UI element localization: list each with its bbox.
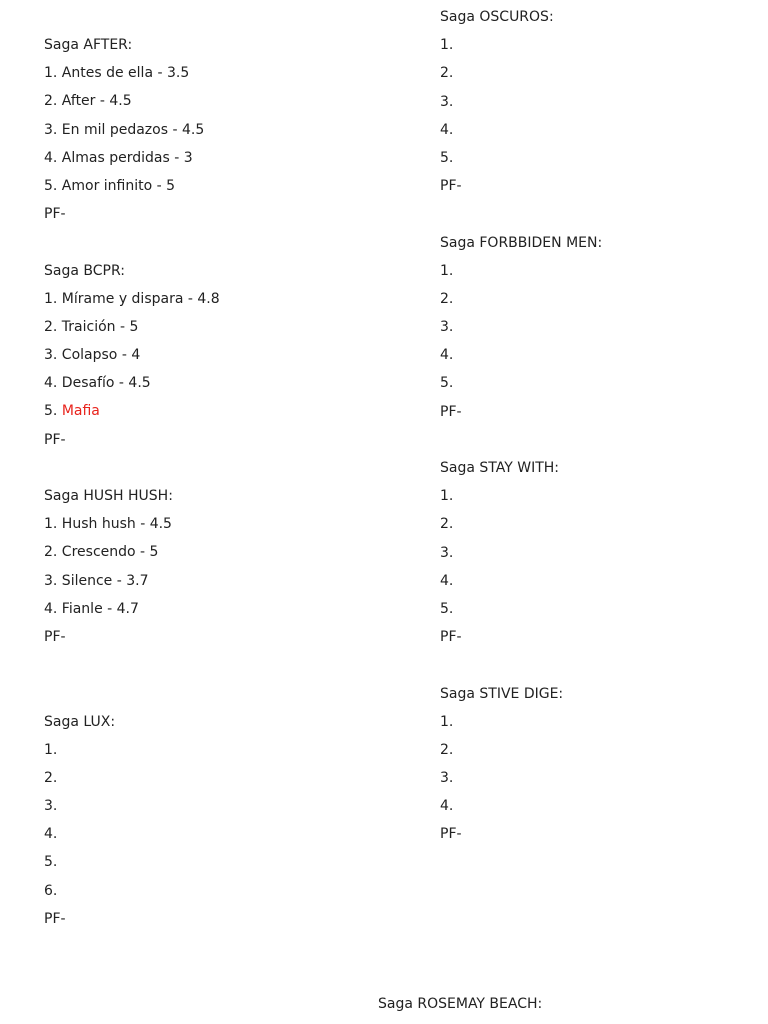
list-item: 1. Antes de ella - 3.5: [44, 65, 190, 82]
saga-title: Saga BCPR:: [44, 262, 125, 279]
list-item: 1.: [440, 488, 454, 505]
list-item: 2.: [440, 741, 454, 758]
list-item: 1.: [440, 37, 454, 54]
saga-title: Saga OSCUROS:: [440, 9, 554, 25]
right-column: [440, 6, 760, 852]
saga-title: Saga FORBBIDEN MEN:: [440, 234, 603, 251]
list-item: 3.: [440, 319, 454, 336]
spacer: [44, 682, 364, 710]
list-item: 3. Colapso - 4: [44, 347, 141, 364]
left-column: [44, 34, 364, 936]
list-item: 2.: [44, 769, 58, 786]
list-item: 4.: [44, 826, 58, 843]
list-item: 4.: [440, 798, 454, 815]
saga-title: Saga LUX:: [44, 713, 116, 730]
spacer: [440, 203, 760, 231]
saga-after-block: [44, 34, 364, 231]
list-item: 3. En mil pedazos - 4.5: [44, 121, 205, 138]
list-item: 4.: [440, 572, 454, 589]
saga-lux-block: [44, 711, 364, 937]
saga-title: Saga STIVE DIGE:: [440, 685, 564, 702]
list-item: 5.: [44, 854, 58, 871]
list-item: 5.: [440, 149, 454, 166]
list-item: 3.: [440, 770, 454, 787]
list-item: 1. Hush hush - 4.5: [44, 516, 172, 533]
list-item: 4. Desafío - 4.5: [44, 375, 151, 392]
pf-line: PF-: [440, 826, 462, 843]
list-item: 4. Fianle - 4.7: [44, 600, 139, 617]
spacer: [44, 457, 364, 485]
spacer: [44, 654, 364, 682]
list-item: 1.: [440, 262, 454, 279]
saga-oscuros-block: [440, 6, 760, 203]
pf-line: PF-: [440, 178, 462, 195]
list-item: 5. Amor infinito - 5: [44, 177, 176, 194]
list-item: 3.: [440, 93, 454, 110]
list-item: 1.: [440, 713, 454, 730]
pf-line: PF-: [440, 629, 462, 646]
spacer: [440, 654, 760, 682]
pf-line: PF-: [44, 431, 66, 448]
list-item: 2. After - 4.5: [44, 93, 132, 110]
spacer: [440, 429, 760, 457]
list-item: 2. Traición - 5: [44, 318, 139, 335]
saga-title: Saga HUSH HUSH:: [44, 488, 173, 504]
saga-bcpr-block: [44, 260, 364, 457]
list-item: 5.: [440, 375, 454, 392]
list-item: 4.: [440, 347, 454, 364]
list-item: 3.: [44, 798, 58, 815]
list-item: 3. Silence - 3.7: [44, 572, 149, 589]
list-item: 2. Crescendo - 5: [44, 544, 159, 561]
list-item: 6.: [44, 882, 58, 899]
pf-line: PF-: [440, 403, 462, 420]
list-item: 2.: [440, 65, 454, 82]
pf-line: PF-: [44, 910, 66, 927]
list-item: 1. Mírame y dispara - 4.8: [44, 290, 220, 307]
list-item: 2.: [440, 290, 454, 307]
list-item: 5.: [440, 600, 454, 617]
spacer: [44, 231, 364, 259]
saga-title: Saga STAY WITH:: [440, 460, 559, 476]
list-item-number: 5.: [44, 403, 58, 420]
list-item: 3.: [440, 544, 454, 561]
saga-stay-block: [440, 457, 760, 654]
list-item: 2.: [440, 516, 454, 533]
saga-stive-block: [440, 683, 760, 852]
saga-title: Saga AFTER:: [44, 37, 133, 53]
list-item: 4.: [440, 121, 454, 138]
saga-forbbiden-block: [440, 232, 760, 429]
list-item: 1.: [44, 741, 58, 758]
pf-line: PF-: [44, 206, 66, 223]
pf-line: PF-: [44, 628, 66, 645]
list-item: [44, 400, 364, 428]
saga-rosemay-title: Saga ROSEMAY BEACH:: [378, 996, 543, 1012]
highlighted-title: Mafia: [61, 403, 100, 420]
list-item: 4. Almas perdidas - 3: [44, 149, 193, 166]
saga-hush-block: [44, 485, 364, 654]
